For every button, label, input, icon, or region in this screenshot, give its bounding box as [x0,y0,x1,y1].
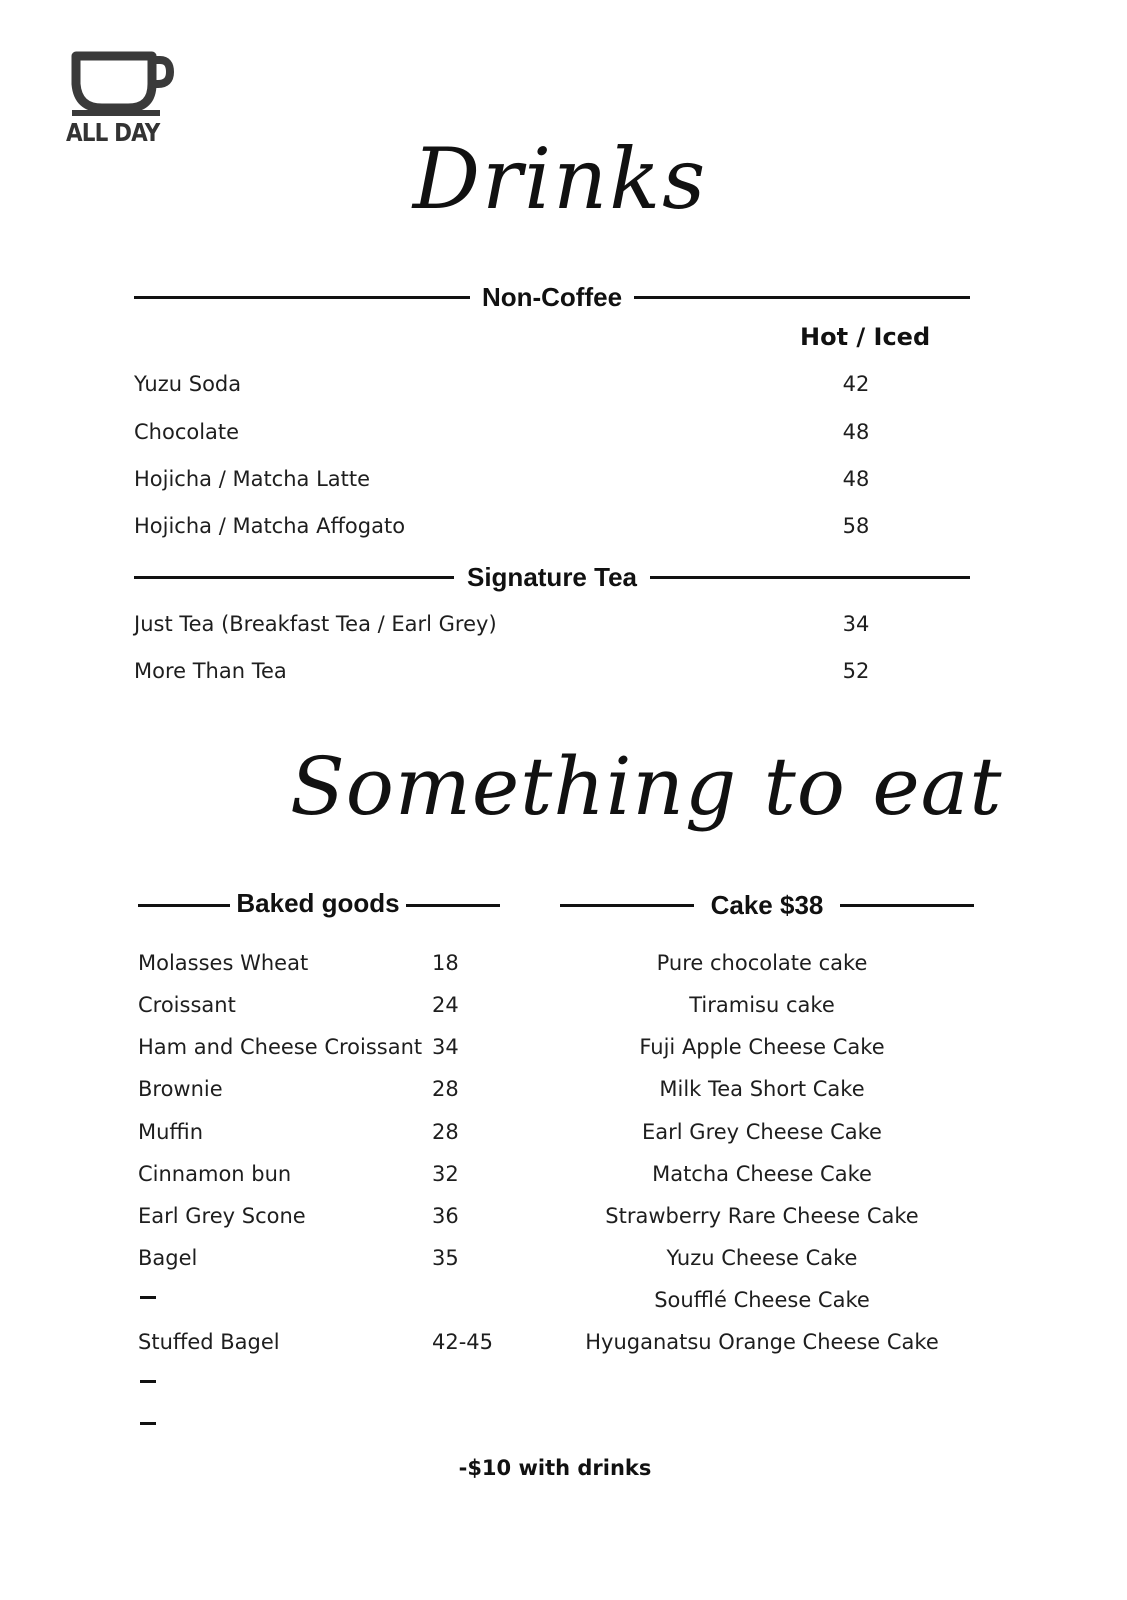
menu-item-price: 58 [842,514,870,538]
menu-item-name: Just Tea (Breakfast Tea / Earl Grey) [134,612,497,636]
menu-item-price: 52 [842,659,870,683]
cake-item: Pure chocolate cake [656,951,868,975]
non-coffee-title: Non-Coffee [470,282,634,313]
baked-item-name: Muffin [138,1120,204,1144]
cake-item: Soufflé Cheese Cake [654,1288,870,1312]
cake-item: Yuzu Cheese Cake [666,1246,858,1270]
cake-item: Tiramisu cake [689,993,835,1017]
baked-item-price: 32 [432,1162,459,1186]
cake-item: Matcha Cheese Cake [652,1162,872,1186]
cake-item: Milk Tea Short Cake [659,1077,865,1101]
cake-title: Cake $38 [694,890,840,921]
baked-item-name: Bagel [138,1246,198,1270]
menu-item-name: Hojicha / Matcha Affogato [134,514,406,538]
dash-mark [140,1422,156,1425]
signature-tea-title: Signature Tea [454,562,650,593]
baked-goods-title: Baked goods [230,888,406,919]
baked-item-name: Earl Grey Scone [138,1204,306,1228]
baked-item-price: 42-45 [432,1330,494,1354]
baked-item-name: Cinnamon bun [138,1162,292,1186]
menu-item-name: More Than Tea [134,659,287,683]
brand-logo [66,50,176,154]
baked-item-price: 28 [432,1120,459,1144]
baked-item-price: 35 [432,1246,459,1270]
baked-item-price: 34 [432,1035,459,1059]
baked-item-name: Molasses Wheat [138,951,309,975]
baked-item-price: 28 [432,1077,459,1101]
menu-item-price: 42 [842,372,870,396]
baked-item-price: 18 [432,951,459,975]
eat-heading: Something to eat [290,740,1003,833]
baked-item-name: Brownie [138,1077,223,1101]
baked-item-name: Ham and Cheese Croissant [138,1035,423,1059]
menu-item-name: Yuzu Soda [134,372,242,396]
coffee-cup-icon [70,50,174,116]
menu-item-price: 48 [842,420,870,444]
baked-item-name: Stuffed Bagel [138,1330,280,1354]
drinks-heading: Drinks [412,130,708,228]
brand-name: ALL DAY [66,118,160,147]
hot-iced-header: Hot / Iced [800,323,931,351]
dash-mark [140,1296,156,1299]
menu-item-name: Chocolate [134,420,240,444]
baked-item-name: Croissant [138,993,236,1017]
dash-mark [140,1380,156,1383]
cake-item: Hyuganatsu Orange Cheese Cake [585,1330,939,1354]
baked-item-price: 24 [432,993,459,1017]
cake-item: Earl Grey Cheese Cake [642,1120,882,1144]
menu-item-price: 34 [842,612,870,636]
baked-item-price: 36 [432,1204,459,1228]
menu-item-name: Hojicha / Matcha Latte [134,467,371,491]
menu-item-price: 48 [842,467,870,491]
cake-item: Strawberry Rare Cheese Cake [605,1204,919,1228]
cake-item: Fuji Apple Cheese Cake [639,1035,885,1059]
drinks-discount-note: -$10 with drinks [458,1456,652,1480]
